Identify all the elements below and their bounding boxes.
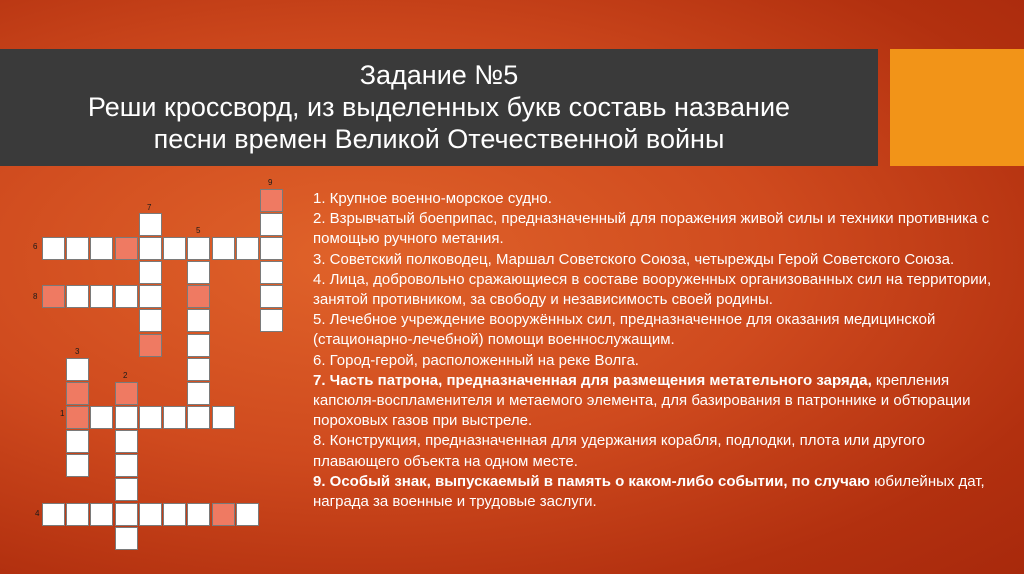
clue-3: 3. Советский полководец, Маршал Советского Союза, четырежды Герой Советского Союза. [313,250,955,268]
crossword-cell[interactable] [187,309,210,332]
crossword-cell[interactable] [90,237,113,260]
crossword-cell[interactable] [139,309,162,332]
crossword-cell[interactable] [66,454,89,477]
crossword-cell[interactable] [163,503,186,526]
clue-number-3: 3 [75,347,80,356]
crossword-cell[interactable] [236,237,259,260]
clue-2: 2. Взрывчатый боеприпас, предназначенный для поражения живой силы и техники противника с помощью ручного метания. [313,210,990,248]
clue-7-rest: крепления капсюля-воспламенителя и метаемого элемента, для базирования в патроннике и обтюрации пороховых газов при выстреле. [313,371,971,430]
crossword-cell[interactable] [66,406,89,429]
crossword-cell[interactable] [66,358,89,381]
clue-9 [313,472,1013,512]
crossword-cell[interactable] [187,285,210,308]
title-line-1: Задание №5 [359,60,519,90]
crossword-cell[interactable] [212,406,235,429]
crossword-cell[interactable] [139,334,162,357]
accent-box [890,49,1024,166]
crossword-cell[interactable] [90,406,113,429]
clue-1: 1. Крупное военно-морское судно. [313,190,552,207]
crossword-cell[interactable] [115,430,138,453]
crossword-cell[interactable] [260,213,283,236]
crossword-cell[interactable] [66,503,89,526]
clue-number-4: 4 [35,509,40,518]
crossword-cell[interactable] [212,237,235,260]
crossword-cell[interactable] [187,382,210,405]
clue-8: 8. Конструкция, предназначенная для удержания корабля, подлодки, плота или другого плавающего объекта на одном месте. [313,432,925,470]
crossword-cell[interactable] [139,261,162,284]
crossword-cell[interactable] [187,334,210,357]
crossword-cell[interactable] [42,285,65,308]
crossword-cell[interactable] [115,527,138,550]
crossword-cell[interactable] [187,261,210,284]
crossword-cell[interactable] [42,237,65,260]
crossword-cell[interactable] [115,285,138,308]
crossword-cell[interactable] [187,503,210,526]
crossword-cell[interactable] [115,406,138,429]
clue-number-6: 6 [33,242,38,251]
clue-9-rest: юбилейных дат, награда за военные и трудовые заслуги. [313,472,985,511]
clue-9-bold: 9. Особый знак, выпускаемый в память о каком-либо событии, по случаю [313,472,870,490]
crossword-cell[interactable] [163,406,186,429]
crossword-grid [0,0,300,574]
crossword-cell[interactable] [187,237,210,260]
crossword-cell[interactable] [260,237,283,260]
crossword-cell[interactable] [139,285,162,308]
crossword-cell[interactable] [66,285,89,308]
clue-6: 6. Город-герой, расположенный на реке Волга. [313,351,639,369]
crossword-cell[interactable] [236,503,259,526]
crossword-cell[interactable] [66,382,89,405]
clue-4: 4. Лица, добровольно сражающиеся в составе вооруженных организованных сил на территории, занятой противником, за свободу и независимость своей родины. [313,270,992,309]
crossword-cell[interactable] [66,237,89,260]
crossword-cell[interactable] [260,285,283,308]
clue-number-8: 8 [33,292,38,301]
crossword-cell[interactable] [115,382,138,405]
crossword-cell[interactable] [212,503,235,526]
clue-7 [313,371,1013,432]
title-line-3: песни времен Великой Отечественной войны [153,124,725,154]
crossword-cell[interactable] [115,503,138,526]
crossword-cell[interactable] [260,309,283,332]
crossword-cell[interactable] [139,503,162,526]
clue-number-5: 5 [196,226,201,235]
clue-number-1: 1 [60,409,65,418]
crossword-cell[interactable] [187,406,210,429]
clue-list [313,189,1013,512]
crossword-cell[interactable] [115,237,138,260]
crossword-cell[interactable] [187,358,210,381]
crossword-cell[interactable] [90,503,113,526]
crossword-cell[interactable] [115,454,138,477]
clue-5: 5. Лечебное учреждение вооружённых сил, предназначенное для оказания медицинской (стационарно-лечебной) помощи военнослужащим. [313,311,936,349]
title-line-2: Реши кроссворд, из выделенных букв составь название [87,92,791,122]
clue-number-7: 7 [147,203,152,212]
crossword-cell[interactable] [260,261,283,284]
clue-7-bold: 7. Часть патрона, предназначенная для размещения метательного заряда, [313,371,872,389]
crossword-cell[interactable] [42,503,65,526]
crossword-cell[interactable] [139,237,162,260]
clue-number-9: 9 [268,178,273,187]
crossword-cell[interactable] [163,237,186,260]
crossword-cell[interactable] [260,189,283,212]
crossword-cell[interactable] [139,406,162,429]
crossword-cell[interactable] [139,213,162,236]
clue-number-2: 2 [123,371,128,380]
crossword-cell[interactable] [66,430,89,453]
crossword-cell[interactable] [115,478,138,501]
crossword-cell[interactable] [90,285,113,308]
